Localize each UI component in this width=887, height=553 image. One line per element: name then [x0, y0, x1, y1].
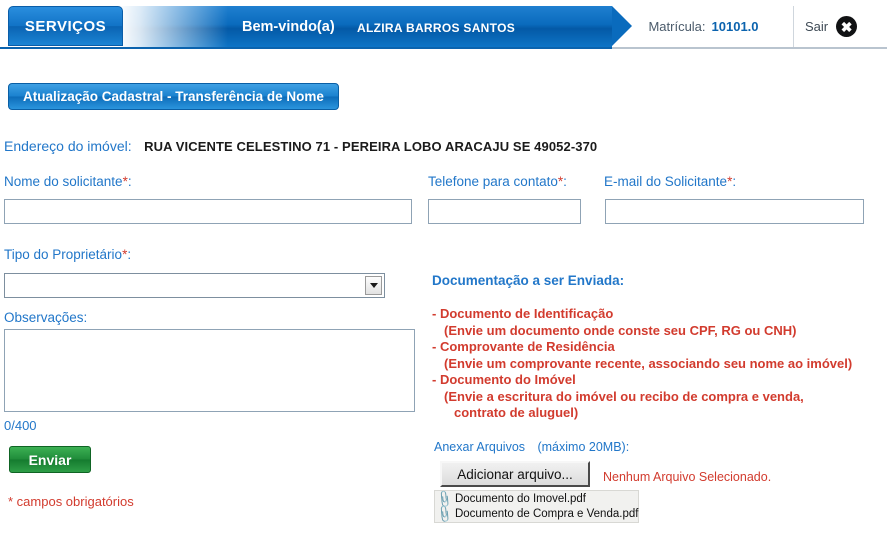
list-item[interactable] — [434, 504, 639, 525]
doc-item: (Envie um documento onde conste seu CPF, RG ou CNH) — [444, 322, 797, 338]
address-value: RUA VICENTE CELESTINO 71 - PEREIRA LOBO ARACAJU SE 49052-370 — [144, 139, 598, 154]
telefone-label-colon: : — [563, 174, 567, 189]
header-underline — [0, 47, 887, 49]
nome-solicitante-input[interactable] — [4, 199, 412, 224]
telefone-contato-input[interactable] — [428, 199, 581, 224]
documentation-title: Documentação a ser Enviada: — [432, 273, 625, 288]
matricula-block — [614, 6, 794, 47]
attached-files-list — [434, 490, 639, 523]
tipo-proprietario-select-wrapper[interactable] — [4, 273, 385, 298]
adicionar-arquivo-button[interactable] — [440, 461, 590, 487]
paperclip-icon: 📎 — [434, 489, 455, 510]
logout-area[interactable] — [795, 6, 885, 47]
email-required-marker: * — [727, 174, 733, 189]
page-title — [8, 83, 339, 110]
anexar-max-size: (máximo 20MB): — [537, 440, 630, 454]
doc-item: (Envie a escritura do imóvel ou recibo de compra e venda, — [444, 388, 804, 404]
attached-file-name: Documento do Imovel.pdf — [454, 493, 586, 505]
required-fields-note: * campos obrigatórios — [8, 494, 134, 509]
close-icon[interactable]: ✖ — [836, 16, 857, 37]
chevron-down-icon[interactable] — [365, 276, 382, 295]
paperclip-icon: 📎 — [434, 504, 455, 525]
telefone-label — [428, 174, 567, 189]
welcome-text: Bem-vindo(a) — [242, 19, 335, 35]
telefone-label-text: Telefone para contato — [428, 174, 558, 189]
tipo-proprietario-label-text: Tipo do Proprietário — [4, 247, 123, 262]
logout-label: Sair — [805, 19, 829, 34]
address-label: Endereço do imóvel: — [4, 138, 132, 154]
telefone-required-marker: * — [557, 174, 564, 189]
matricula-label: Matrícula: — [648, 19, 706, 34]
documentation-list — [432, 306, 852, 422]
anexar-label: Anexar Arquivos — [434, 440, 526, 454]
enviar-button[interactable] — [9, 446, 91, 473]
tipo-required-marker: * — [122, 247, 128, 262]
email-label-colon: : — [732, 174, 737, 189]
email-label-text: E-mail do Solicitante — [604, 174, 728, 189]
user-name: ALZIRA BARROS SANTOS — [357, 21, 516, 35]
enviar-button-label: Enviar — [28, 451, 72, 468]
observacoes-textarea[interactable] — [4, 329, 415, 412]
doc-item: (Envie um comprovante recente, associando seu nome ao imóvel) — [444, 355, 853, 371]
tipo-proprietario-select[interactable] — [5, 274, 384, 297]
tipo-label-colon: : — [127, 247, 132, 262]
observacoes-label: Observações: — [4, 310, 88, 325]
doc-item: - Comprovante de Residência — [432, 339, 615, 354]
doc-item: - Documento do Imóvel — [432, 372, 576, 387]
matricula-value: 10101.0 — [711, 19, 759, 34]
address-line — [4, 138, 597, 156]
top-header — [0, 0, 887, 53]
nome-label-text: Nome do solicitante — [4, 174, 123, 189]
doc-item: contrato de aluguel) — [454, 405, 579, 420]
observacoes-counter: 0/400 — [4, 418, 37, 433]
list-item[interactable] — [434, 489, 636, 510]
email-solicitante-input[interactable] — [605, 199, 864, 224]
anexar-arquivos-line — [434, 438, 629, 456]
nome-label — [4, 174, 132, 189]
email-label — [604, 174, 736, 189]
adicionar-arquivo-label: Adicionar arquivo... — [457, 466, 573, 482]
file-selection-status: Nenhum Arquivo Selecionado. — [603, 470, 772, 484]
nome-required-marker: * — [122, 174, 128, 189]
page-title-label: Atualização Cadastral - Transferência de Nome — [23, 89, 324, 104]
doc-item: - Documento de Identificação — [432, 306, 614, 321]
servicos-tab-label: SERVIÇOS — [24, 17, 107, 35]
attached-file-name: Documento de Compra e Venda.pdf — [454, 508, 639, 520]
tipo-proprietario-label — [4, 247, 131, 262]
servicos-tab[interactable] — [8, 6, 123, 46]
nome-label-colon: : — [127, 174, 132, 189]
